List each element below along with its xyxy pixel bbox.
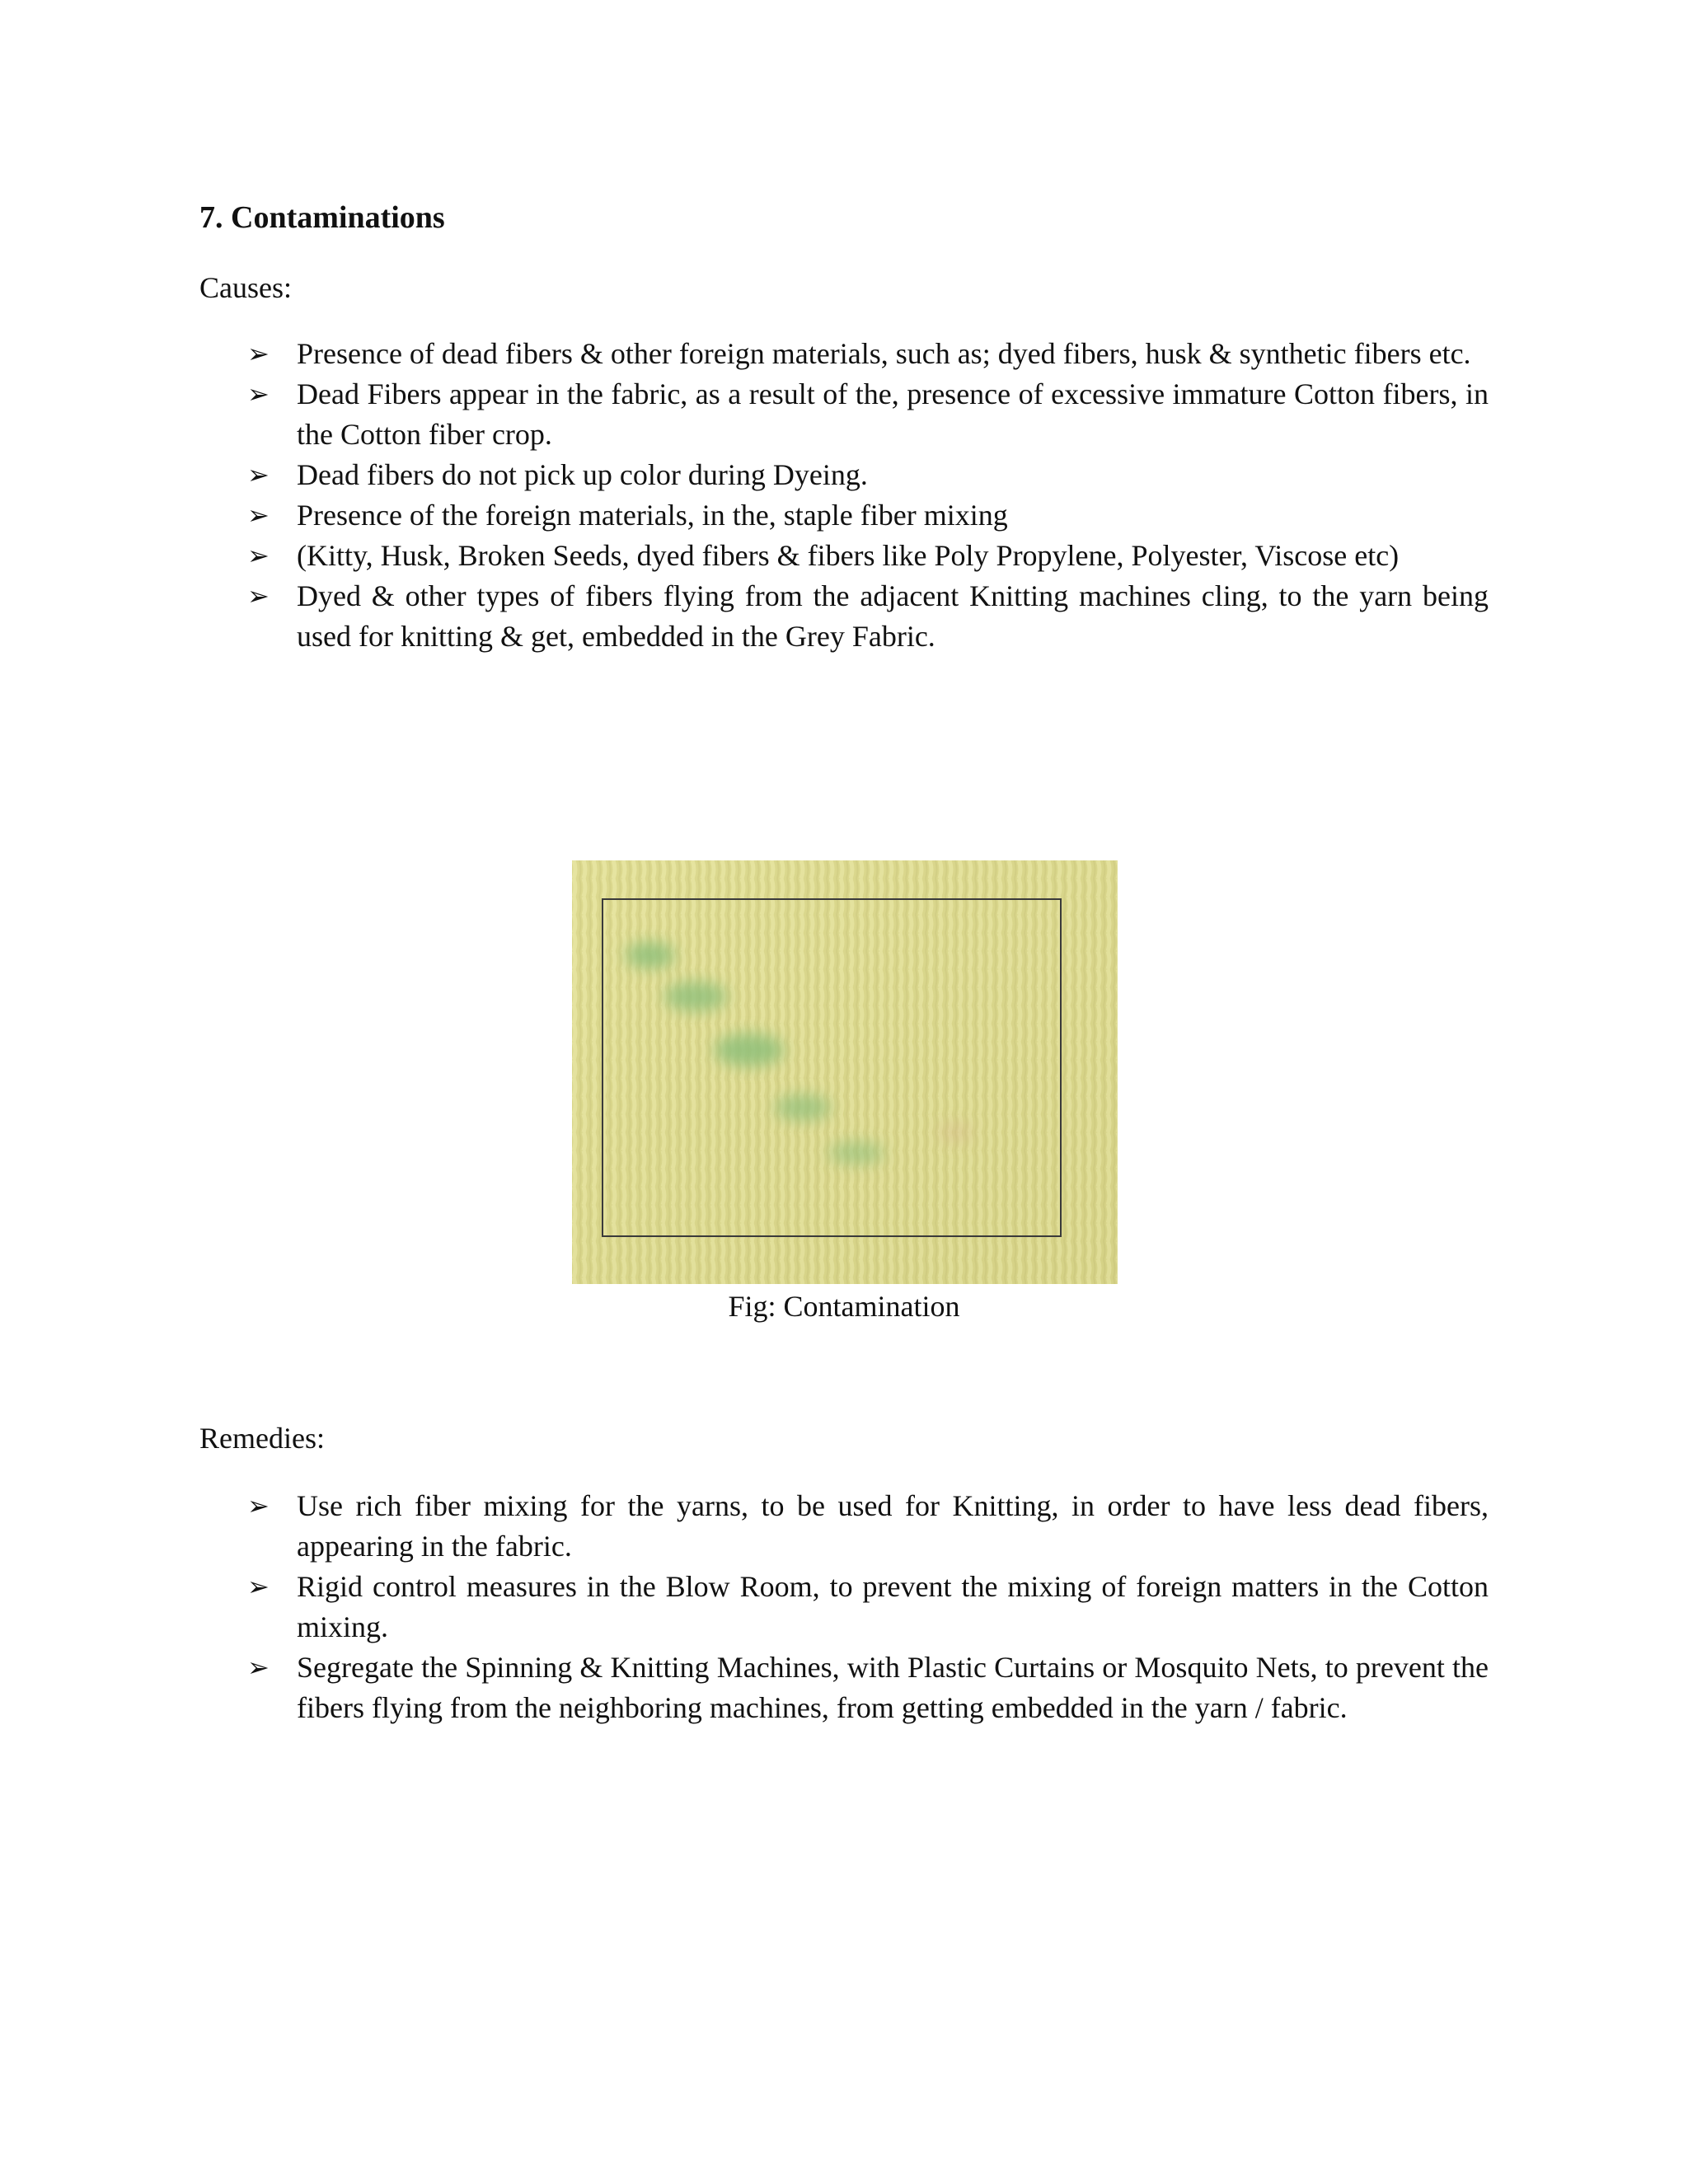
fabric-image bbox=[572, 860, 1118, 1284]
list-item bbox=[199, 455, 1489, 495]
cause-text: Presence of dead fibers & other foreign materials, such as; dyed fibers, husk & synthetic fibers etc. bbox=[297, 337, 1471, 370]
causes-label: Causes: bbox=[199, 271, 292, 304]
remedies-label: Remedies: bbox=[199, 1422, 325, 1455]
arrow-bullet-icon: ➢ bbox=[247, 1652, 270, 1683]
arrow-bullet-icon: ➢ bbox=[247, 580, 270, 612]
arrow-bullet-icon: ➢ bbox=[247, 1571, 270, 1602]
section-heading: 7. Contaminations bbox=[199, 200, 445, 235]
remedy-text: Segregate the Spinning & Knitting Machines, with Plastic Curtains or Mosquito Nets, to prevent the fibers flying from the neighboring machines, from getting embedded in the yarn / fabric. bbox=[297, 1651, 1489, 1724]
list-item bbox=[199, 536, 1489, 576]
causes-list bbox=[199, 334, 1489, 657]
list-item bbox=[199, 1647, 1489, 1728]
arrow-bullet-icon: ➢ bbox=[247, 499, 270, 531]
arrow-bullet-icon: ➢ bbox=[247, 459, 270, 490]
cause-text: Dead fibers do not pick up color during Dyeing. bbox=[297, 458, 868, 491]
list-item bbox=[199, 576, 1489, 657]
list-item bbox=[199, 1486, 1489, 1567]
arrow-bullet-icon: ➢ bbox=[247, 338, 270, 369]
cause-text: Presence of the foreign materials, in the, staple fiber mixing bbox=[297, 499, 1008, 532]
remedies-list bbox=[199, 1486, 1489, 1728]
figure-caption: Fig: Contamination bbox=[728, 1290, 960, 1323]
arrow-bullet-icon: ➢ bbox=[247, 1490, 270, 1521]
cause-text: Dyed & other types of fibers flying from the adjacent Knitting machines cling, to the yarn being used for knitting & get, embedded in the Grey Fabric. bbox=[297, 579, 1489, 653]
arrow-bullet-icon: ➢ bbox=[247, 378, 270, 410]
list-item bbox=[199, 334, 1489, 374]
remedy-text: Rigid control measures in the Blow Room, to prevent the mixing of foreign matters in the Cotton mixing. bbox=[297, 1570, 1489, 1643]
cause-text: Dead Fibers appear in the fabric, as a result of the, presence of excessive immature Cotton fibers, in the Cotton fiber crop. bbox=[297, 377, 1489, 451]
list-item bbox=[199, 374, 1489, 455]
list-item bbox=[199, 1567, 1489, 1647]
remedy-text: Use rich fiber mixing for the yarns, to be used for Knitting, in order to have less dead fibers, appearing in the fabric. bbox=[297, 1489, 1489, 1563]
contamination-figure bbox=[572, 860, 1118, 1284]
list-item bbox=[199, 495, 1489, 536]
arrow-bullet-icon: ➢ bbox=[247, 540, 270, 571]
cause-text: (Kitty, Husk, Broken Seeds, dyed fibers & fibers like Poly Propylene, Polyester, Viscose etc) bbox=[297, 539, 1400, 572]
